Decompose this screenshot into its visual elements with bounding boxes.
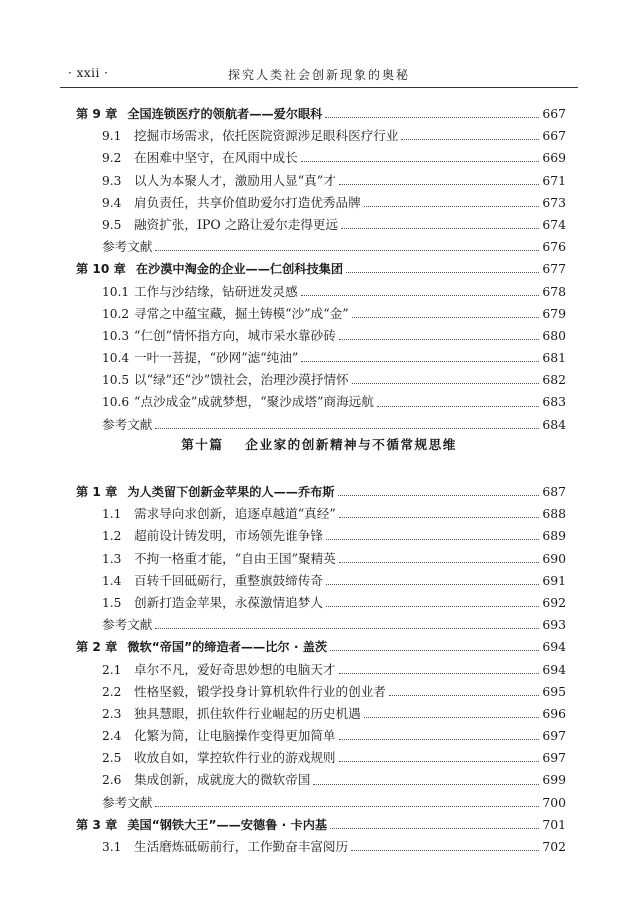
entry-label [102, 170, 336, 192]
part-title: 企业家的创新精神与不循常规思维 [245, 437, 457, 452]
entry-page-number: 682 [542, 372, 566, 388]
entry-title: 微软“帝国”的缔造者——比尔 · 盖茨 [127, 640, 328, 655]
page-number: · xxii · [68, 66, 109, 80]
toc-section-entry[interactable] [76, 725, 566, 747]
entry-number: 9.5 [102, 217, 122, 232]
dot-leader [346, 271, 539, 273]
toc-section-entry[interactable] [76, 281, 566, 303]
entry-title: 需求导向求创新，追逐卓越道“真经” [134, 506, 336, 522]
entry-label [102, 792, 152, 814]
entry-title: 性格坚毅，锻学投身计算机软件行业的创业者 [134, 683, 386, 699]
dot-leader [339, 738, 540, 740]
toc-section-entry[interactable] [76, 347, 566, 369]
entry-page-number: 687 [542, 484, 566, 499]
book-title: 探究人类社会创新现象的奥秘 [227, 68, 410, 82]
entry-label [102, 325, 336, 347]
entry-label [102, 614, 152, 636]
entry-number: 10.5 [102, 373, 130, 388]
entry-label [102, 659, 336, 681]
dot-leader [155, 805, 539, 807]
toc-references-entry[interactable] [76, 614, 566, 636]
entry-title: 一叶一菩提，“砂网”滤“纯油” [134, 350, 299, 366]
part-number: 第十篇 [181, 437, 224, 452]
entry-title: 超前设计铸发明，市场领先谁争锋 [134, 528, 323, 544]
entry-page-number: 699 [542, 772, 566, 788]
entry-page-number: 683 [542, 394, 566, 410]
entry-title: 在沙漠中淘金的企业——仁创科技集团 [135, 262, 344, 277]
entry-number: 10.6 [102, 395, 130, 410]
entry-number: 2.6 [102, 773, 122, 788]
entry-number: 第 9 章 [76, 107, 118, 121]
toc-references-entry[interactable] [76, 236, 566, 258]
dot-leader [341, 227, 539, 229]
entry-label [76, 258, 343, 280]
entry-page-number: 669 [542, 150, 566, 166]
entry-label [102, 725, 336, 747]
entry-title: 参考文献 [102, 416, 153, 432]
dot-leader [352, 382, 540, 384]
toc-section-entry[interactable] [76, 125, 566, 147]
entry-page-number: 693 [542, 617, 566, 633]
entry-label [102, 525, 323, 547]
entry-title: 参考文献 [102, 794, 153, 810]
toc-section-entry[interactable] [76, 659, 566, 681]
entry-page-number: 676 [542, 239, 566, 255]
toc-section-entry[interactable] [76, 681, 566, 703]
toc-section-entry[interactable] [76, 170, 566, 192]
entry-title: 在困难中坚守，在风雨中成长 [134, 150, 298, 166]
entry-title: 寻常之中蕴宝藏，掘土铸模“沙”成“金” [134, 305, 349, 321]
dot-leader [338, 494, 540, 496]
toc-block-lower [76, 481, 566, 858]
entry-label [76, 636, 327, 658]
entry-title: 肩负责任，共享价值助爱尔打造优秀品牌 [134, 194, 361, 210]
entry-title: 参考文献 [102, 617, 153, 633]
entry-title: 工作与沙结缘，钻研迸发灵感 [134, 283, 298, 299]
entry-page-number: 673 [542, 194, 566, 210]
entry-page-number: 690 [542, 550, 566, 566]
toc-section-entry[interactable] [76, 391, 566, 413]
entry-number: 1.4 [102, 573, 122, 588]
entry-label [102, 214, 338, 236]
entry-number: 9.1 [102, 129, 122, 144]
dot-leader [377, 405, 539, 407]
entry-number: 10.3 [102, 328, 130, 343]
entry-label [102, 125, 398, 147]
entry-page-number: 680 [542, 327, 566, 343]
entry-label [102, 391, 374, 413]
toc-chapter-entry[interactable] [76, 103, 566, 125]
entry-label [102, 681, 386, 703]
dot-leader [339, 672, 540, 674]
toc-section-entry[interactable] [76, 214, 566, 236]
entry-page-number: 667 [542, 106, 566, 121]
entry-number: 2.1 [102, 662, 122, 677]
entry-page-number: 694 [542, 639, 566, 655]
toc-section-entry[interactable] [76, 769, 566, 791]
toc-chapter-entry[interactable] [76, 636, 566, 658]
entry-number: 9.3 [102, 173, 122, 188]
entry-label [102, 236, 152, 258]
entry-number: 第 1 章 [76, 485, 118, 499]
toc-section-entry[interactable] [76, 303, 566, 325]
entry-number: 2.2 [102, 684, 122, 699]
entry-number: 10.4 [102, 351, 130, 366]
entry-page-number: 696 [542, 705, 566, 721]
entry-label [76, 103, 322, 125]
entry-title: 为人类留下创新金苹果的人——乔布斯 [127, 485, 335, 499]
toc-section-entry[interactable] [76, 703, 566, 725]
dot-leader [401, 138, 539, 140]
dot-leader [326, 538, 539, 540]
dot-leader [330, 827, 539, 829]
toc-section-entry[interactable] [76, 192, 566, 214]
dot-leader [351, 849, 539, 851]
header-rule [60, 87, 578, 88]
entry-label [102, 548, 336, 570]
dot-leader [364, 716, 540, 718]
entry-page-number: 688 [542, 506, 566, 522]
dot-leader [339, 516, 540, 518]
entry-title: 百转千回砥砺行，重整旗鼓缔传奇 [134, 572, 323, 588]
dot-leader [301, 360, 539, 362]
entry-label [102, 192, 361, 214]
entry-page-number: 689 [542, 528, 566, 544]
entry-title: 挖掘市场需求，依托医院资源涉足眼科医疗行业 [134, 128, 399, 144]
toc-section-entry[interactable] [76, 570, 566, 592]
dot-leader [352, 316, 540, 318]
entry-number: 第 10 章 [76, 262, 126, 277]
dot-leader [326, 605, 539, 607]
dot-leader [339, 338, 540, 340]
toc-chapter-entry[interactable] [76, 814, 566, 836]
entry-title: 收放自如，掌控软件行业的游戏规则 [134, 750, 336, 766]
toc-section-entry[interactable] [76, 369, 566, 391]
entry-page-number: 677 [542, 261, 566, 277]
entry-page-number: 701 [542, 816, 566, 832]
entry-number: 10.1 [102, 284, 130, 299]
entry-title: 卓尔不凡，爱好奇思妙想的电脑天才 [134, 661, 336, 677]
entry-page-number: 694 [542, 661, 566, 677]
entry-page-number: 695 [542, 683, 566, 699]
entry-label [102, 592, 323, 614]
entry-label [102, 303, 349, 325]
running-header [60, 62, 578, 88]
toc-section-entry[interactable] [76, 747, 566, 769]
entry-title: 创新打造金苹果，永葆激情追梦人 [134, 594, 323, 610]
entry-number: 10.2 [102, 306, 130, 321]
toc-section-entry[interactable] [76, 503, 566, 525]
entry-label [102, 703, 361, 725]
entry-title: 集成创新，成就庞大的微软帝国 [134, 772, 311, 788]
entry-number: 第 2 章 [76, 640, 118, 655]
entry-number: 1.3 [102, 551, 122, 566]
entry-number: 1.1 [102, 507, 122, 522]
entry-number: 2.3 [102, 706, 122, 721]
entry-label [102, 836, 348, 858]
entry-label [102, 414, 152, 436]
toc-section-entry[interactable] [76, 525, 566, 547]
entry-page-number: 691 [542, 572, 566, 588]
entry-page-number: 678 [542, 283, 566, 299]
entry-label [76, 481, 335, 503]
entry-number: 2.4 [102, 729, 122, 744]
toc-section-entry[interactable] [76, 548, 566, 570]
toc-section-entry[interactable] [76, 147, 566, 169]
dot-leader [339, 561, 540, 563]
entry-page-number: 697 [542, 728, 566, 744]
toc-chapter-entry[interactable] [76, 258, 566, 280]
entry-number: 3.1 [102, 840, 122, 854]
entry-title: 不拘一格重才能，“自由王国”聚精英 [134, 550, 336, 566]
entry-title: 独具慧眼，抓住软件行业崛起的历史机遇 [134, 705, 361, 721]
entry-label [102, 347, 298, 369]
dot-leader [155, 427, 539, 429]
entry-page-number: 702 [542, 839, 566, 854]
entry-label [102, 570, 323, 592]
entry-label [102, 147, 298, 169]
toc-section-entry[interactable] [76, 592, 566, 614]
entry-number: 2.5 [102, 751, 122, 766]
entry-page-number: 684 [542, 416, 566, 432]
entry-number: 9.4 [102, 195, 122, 210]
entry-label [102, 281, 298, 303]
entry-title: “仁创”情怀指方向，城市采水靠砂砖 [134, 327, 336, 343]
entry-page-number: 674 [542, 216, 566, 232]
entry-page-number: 681 [542, 350, 566, 366]
dot-leader [339, 760, 540, 762]
entry-page-number: 679 [542, 305, 566, 321]
toc-section-entry[interactable] [76, 836, 566, 858]
dot-leader [155, 627, 539, 629]
entry-title: 参考文献 [102, 239, 153, 255]
toc-references-entry[interactable] [76, 792, 566, 814]
entry-page-number: 667 [542, 128, 566, 144]
entry-title: 以“绿”还“沙”馈社会，治理沙漠抒情怀 [134, 372, 349, 388]
entry-title: 以人为本聚人才，激励用人显“真”才 [134, 172, 336, 188]
entry-title: 美国“钢铁大王”——安德鲁 · 卡内基 [127, 817, 328, 832]
entry-label [102, 503, 336, 525]
entry-label [76, 814, 327, 836]
toc-section-entry[interactable] [76, 325, 566, 347]
entry-title: 生活磨炼砥砺前行，工作勤奋丰富阅历 [134, 839, 349, 854]
entry-title: 化繁为简，让电脑操作变得更加简单 [134, 728, 336, 744]
dot-leader [301, 294, 540, 296]
entry-label [102, 769, 310, 791]
entry-number: 9.2 [102, 151, 122, 166]
entry-page-number: 671 [542, 172, 566, 188]
entry-number: 1.2 [102, 529, 122, 544]
entry-title: 融资扩张，IPO 之路让爱尔走得更远 [134, 216, 339, 232]
dot-leader [326, 583, 539, 585]
toc-block-upper [76, 103, 566, 436]
dot-leader [301, 160, 540, 162]
dot-leader [364, 205, 540, 207]
entry-page-number: 692 [542, 594, 566, 610]
entry-title: “点沙成金”成就梦想，“聚沙成塔”商海远航 [134, 394, 374, 410]
dot-leader [330, 649, 539, 651]
entry-page-number: 697 [542, 750, 566, 766]
entry-page-number: 700 [542, 794, 566, 810]
dot-leader [389, 694, 539, 696]
dot-leader [313, 783, 539, 785]
entry-number: 1.5 [102, 595, 122, 610]
entry-label [102, 369, 349, 391]
dot-leader [325, 116, 539, 118]
toc-references-entry[interactable] [76, 414, 566, 436]
part-heading [0, 434, 638, 453]
entry-label [102, 747, 336, 769]
entry-number: 第 3 章 [76, 817, 118, 832]
toc-chapter-entry[interactable] [76, 481, 566, 503]
dot-leader [155, 249, 539, 251]
entry-title: 全国连锁医疗的领航者——爱尔眼科 [127, 107, 323, 121]
dot-leader [339, 183, 540, 185]
